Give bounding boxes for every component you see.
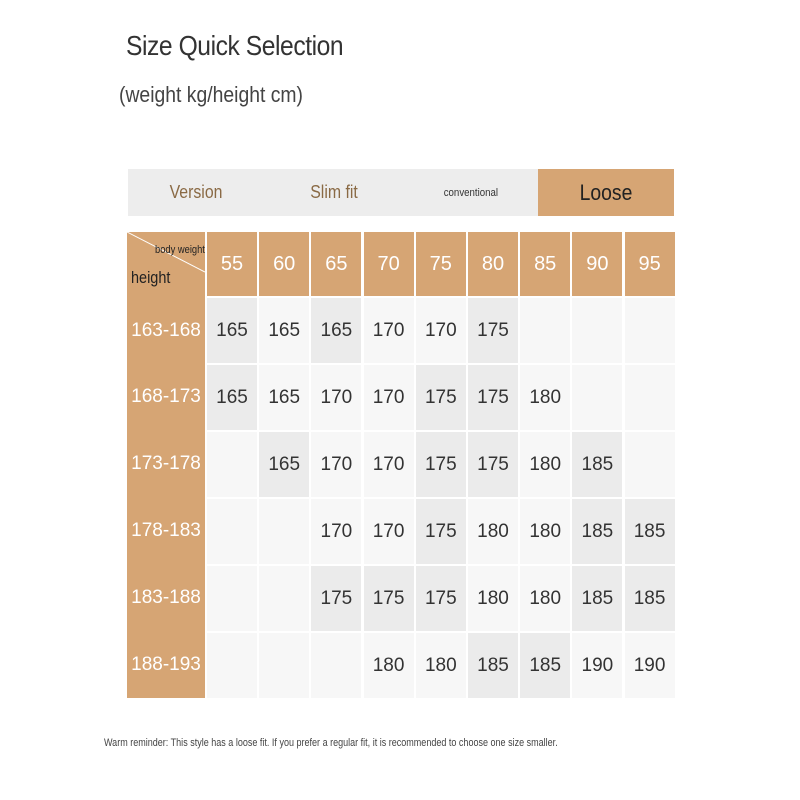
size-cell (207, 633, 257, 698)
size-cell: 175 (468, 298, 518, 363)
size-cell (207, 499, 257, 564)
height-header-163-168: 163-168 (127, 296, 205, 365)
height-header-188-193: 188-193 (127, 631, 205, 698)
size-cell: 165 (259, 432, 309, 497)
size-cell: 165 (207, 298, 257, 363)
size-cell: 190 (625, 633, 675, 698)
weight-header-60: 60 (259, 232, 309, 296)
weight-header-85: 85 (520, 232, 570, 296)
size-cell: 165 (207, 365, 257, 430)
size-cell: 180 (416, 633, 466, 698)
size-cell (572, 298, 622, 363)
size-cell: 185 (520, 633, 570, 698)
size-cell: 185 (572, 432, 622, 497)
size-cell: 175 (416, 499, 466, 564)
size-cell: 170 (364, 432, 414, 497)
height-header-178-183: 178-183 (127, 497, 205, 564)
weight-header-70: 70 (364, 232, 414, 296)
size-cell: 185 (625, 566, 675, 631)
version-option-conventional[interactable]: conventional (443, 186, 498, 199)
size-cell: 170 (364, 499, 414, 564)
corner-weight-label: body weight (155, 244, 205, 256)
size-cell: 175 (468, 365, 518, 430)
size-cell: 175 (416, 365, 466, 430)
warm-reminder: Warm reminder: This style has a loose fit. If you prefer a regular fit, it is recommended to choose one size smaller. (104, 737, 558, 749)
weight-header-95: 95 (625, 232, 675, 296)
size-cell: 180 (468, 566, 518, 631)
page-title: Size Quick Selection (126, 30, 344, 61)
weight-header-55: 55 (207, 232, 257, 296)
page-subtitle: (weight kg/height cm) (119, 82, 304, 107)
size-cell: 185 (468, 633, 518, 698)
height-header-183-188: 183-188 (127, 564, 205, 631)
size-cell: 180 (468, 499, 518, 564)
size-cell (259, 566, 309, 631)
size-cell: 165 (311, 298, 361, 363)
version-option-slim-fit[interactable]: Slim fit (309, 182, 358, 202)
size-cell (207, 566, 257, 631)
version-bar (128, 169, 674, 216)
weight-header-80: 80 (468, 232, 518, 296)
size-cell: 175 (311, 566, 361, 631)
size-cell: 170 (416, 298, 466, 363)
size-cell: 180 (520, 365, 570, 430)
size-cell: 185 (572, 499, 622, 564)
size-cell: 175 (416, 432, 466, 497)
size-cell (311, 633, 361, 698)
height-header-168-173: 168-173 (127, 363, 205, 430)
size-cell: 180 (520, 499, 570, 564)
size-cell: 175 (416, 566, 466, 631)
size-cell: 170 (364, 365, 414, 430)
size-cell: 180 (520, 432, 570, 497)
size-cell: 170 (311, 432, 361, 497)
size-cell (259, 633, 309, 698)
size-cell (625, 432, 675, 497)
size-cell: 175 (364, 566, 414, 631)
size-cell: 165 (259, 298, 309, 363)
size-cell: 170 (364, 298, 414, 363)
size-cell (259, 499, 309, 564)
size-cell (625, 298, 675, 363)
weight-header-75: 75 (416, 232, 466, 296)
size-cell: 165 (259, 365, 309, 430)
size-cell (520, 298, 570, 363)
height-header-173-178: 173-178 (127, 430, 205, 497)
weight-header-65: 65 (311, 232, 361, 296)
size-cell: 180 (364, 633, 414, 698)
table-corner-header (127, 232, 205, 296)
version-option-loose[interactable]: Loose (538, 169, 674, 216)
weight-header-90: 90 (572, 232, 622, 296)
size-cell: 175 (468, 432, 518, 497)
size-cell: 185 (625, 499, 675, 564)
size-cell (625, 365, 675, 430)
size-cell: 185 (572, 566, 622, 631)
size-cell (207, 432, 257, 497)
size-cell: 190 (572, 633, 622, 698)
size-cell: 170 (311, 499, 361, 564)
size-cell (572, 365, 622, 430)
size-cell: 180 (520, 566, 570, 631)
size-cell: 170 (311, 365, 361, 430)
corner-height-label: height (131, 268, 171, 287)
version-label: Version (170, 182, 223, 202)
